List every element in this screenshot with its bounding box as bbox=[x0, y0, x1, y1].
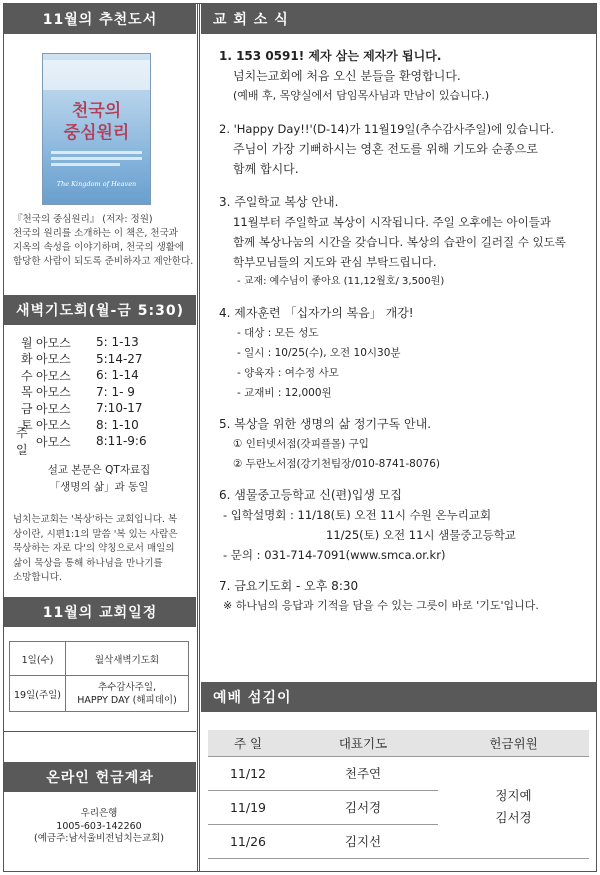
news-item-1: 1. 153 0591! 제자 삼는 제자가 됩니다. 넘치는교회에 처음 오신 분들을 환영합니다. (예배 후, 목양실에서 담임목사님과 만남이 있습니다.) bbox=[219, 49, 490, 102]
sermon-note: 설교 본문은 QT자료집 「생명의 삶」과 동일 bbox=[47, 464, 151, 493]
book-cover-title-2: 중심원리 bbox=[63, 123, 130, 143]
table-row: 11/26 김지선 bbox=[208, 824, 589, 858]
news-item-3: 3. 주일학교 복상 안내. 11월부터 주일학교 복상이 시작됩니다. 주일 오후에는 아이들과 함께 복상나눔의 시간을 갖습니다. 복상의 습관이 길러질 수 있도록 학부모님들의 지도와 관심 부탁드립니다. - 교재: 예수님이 좋아요 (11,12월호/ 3,500원) bbox=[219, 195, 566, 287]
recommended-book-header: 11월의 추천도서 bbox=[4, 4, 196, 34]
news-item-2: 2. 'Happy Day!!'(D-14)가 11월19일(추수감사주일)에 있습니다. 주님이 가장 기뻐하시는 영혼 전도를 위해 기도와 순종으로 함께 합시다. bbox=[219, 122, 554, 176]
dawn-prayer-list bbox=[4, 334, 194, 458]
meditation-paragraph: 넘치는교회는 '복상'하는 교회입니다. 복 상이란, 시편1:1의 말씀 '복 있는 사람은 묵상하는 자로 다'의 약칭으로서 매일의 삶이 묵상을 통해 하나님을 만나기를 소망합니다. bbox=[13, 514, 178, 583]
news-item-6: 6. 샘물중고등학교 신(편)입생 모집 - 입학설명회 : 11/18(토) 오전 11시 수원 온누리교회 11/25(토) 오전 11시 샘물중고등학교 - 문의 : 031-714-7091(www.smca.or.kr) bbox=[219, 488, 516, 562]
worship-servers-header: 예배 섬김이 bbox=[201, 682, 596, 712]
worship-servers-table bbox=[208, 730, 589, 859]
divider-line bbox=[4, 731, 196, 732]
dawn-row: 목 아모스 7: 1- 9 bbox=[21, 384, 135, 400]
bank-account-info: 우리은행 1005-603-142260 (예금주:남서울비전넘치는교회) bbox=[34, 808, 164, 844]
dawn-row: 주일 아모스 8:11-9:6 bbox=[16, 426, 147, 458]
news-list bbox=[219, 46, 594, 616]
dawn-row: 월 아모스 5: 1-13 bbox=[21, 335, 139, 350]
offering-committee: 정지예 김서경 bbox=[438, 756, 589, 858]
dawn-row: 토 아모스 8: 1-10 bbox=[21, 417, 139, 433]
schedule-table bbox=[9, 641, 189, 712]
dawn-row: 수 아모스 6: 1-14 bbox=[21, 368, 139, 383]
online-account-header: 온라인 헌금계좌 bbox=[4, 762, 196, 792]
dawn-row: 금 아모스 7:10-17 bbox=[21, 401, 143, 416]
dawn-row: 화 아모스 5:14-27 bbox=[21, 351, 143, 367]
book-cover-title-1: 천국의 bbox=[71, 101, 122, 121]
book-description: 『천국의 중심원리』 (저자: 정원) 천국의 원리를 소개하는 이 책은, 천국과 지옥의 속성을 이야기하며, 천국의 생활에 합당한 사람이 되도록 준비하자고 제안한다. bbox=[13, 214, 194, 267]
table-header-row: 주 일 대표기도 헌금위원 bbox=[208, 730, 589, 756]
schedule-row: 1일(수) 월삭새벽기도회 bbox=[10, 642, 189, 676]
news-item-7: 7. 금요기도회 - 오후 8:30 ※ 하나님의 응답과 기적을 담을 수 있는 그릇이 바로 '기도'입니다. bbox=[219, 579, 539, 612]
schedule-row: 19일(주일) 추수감사주일, HAPPY DAY (해피데이) bbox=[10, 676, 189, 712]
news-item-4: 4. 제자훈련 「십자가의 복음」 개강! - 대상 : 모든 성도 - 일시 : 10/25(수), 오전 10시30분 - 양육자 : 여수정 사모 - 교재비 : 12,000원 bbox=[219, 306, 414, 399]
news-item-5: 5. 복상을 위한 생명의 삶 정기구독 안내. ① 인터넷서점(갓피플몰) 구입 ② 두란노서점(강기천팀장/010-8741-8076) bbox=[219, 417, 440, 470]
church-schedule-header: 11월의 교회일정 bbox=[4, 597, 196, 627]
church-news-header: 교 회 소 식 bbox=[201, 4, 596, 34]
column-divider bbox=[197, 3, 200, 872]
table-row: 11/12 천주연 정지예 김서경 bbox=[208, 756, 589, 790]
book-cover-image bbox=[42, 53, 151, 205]
book-cover-subtitle: The Kingdom of Heaven bbox=[56, 180, 137, 188]
table-row: 11/19 김서경 bbox=[208, 790, 589, 824]
dawn-prayer-header: 새벽기도회(월-금 5:30) bbox=[4, 295, 196, 325]
